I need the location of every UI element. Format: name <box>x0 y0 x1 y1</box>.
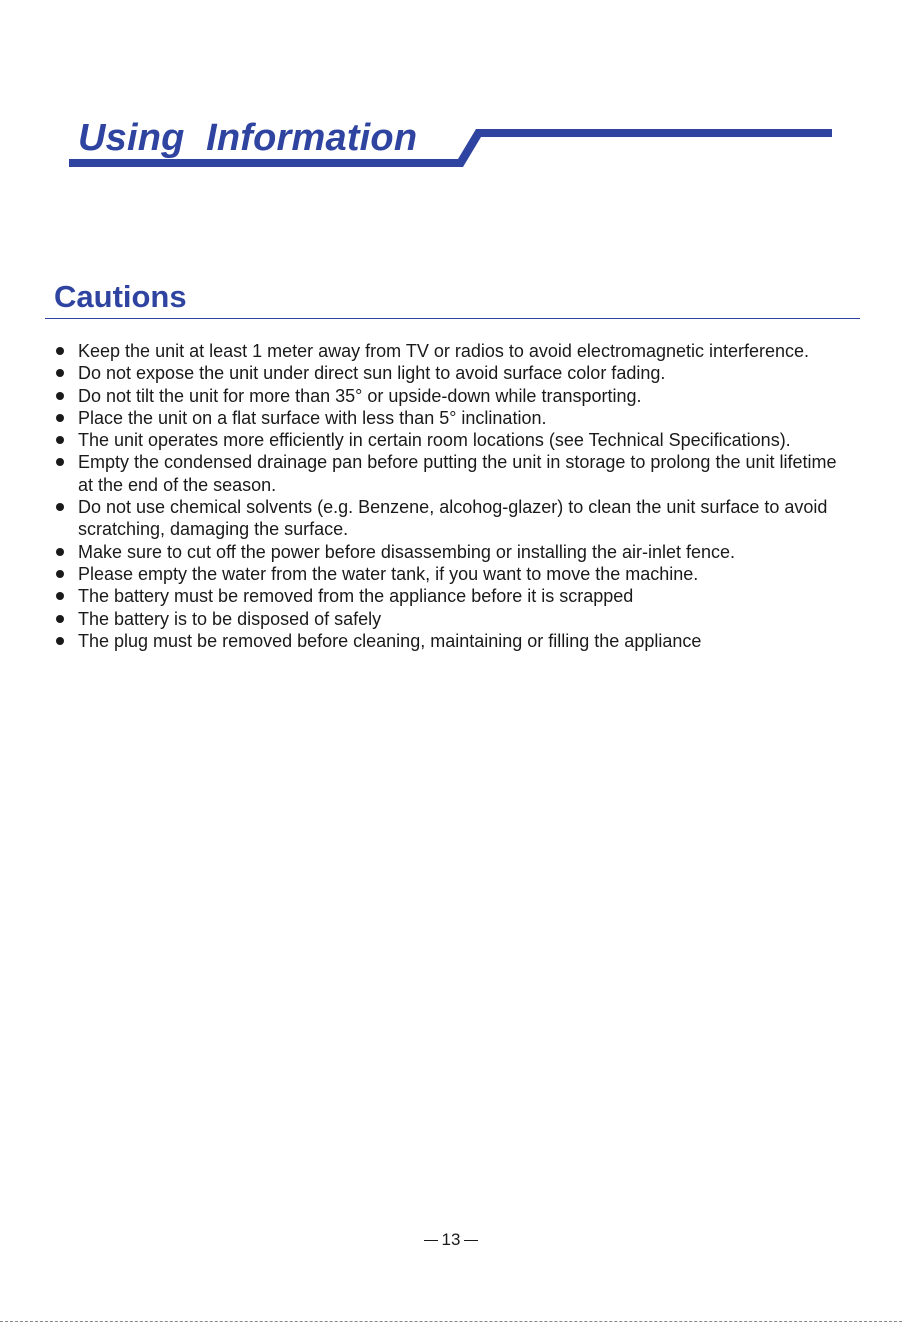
section-title: Cautions <box>54 279 187 314</box>
cautions-list <box>54 340 844 652</box>
dash-right <box>464 1240 478 1241</box>
caution-text: The unit operates more efficiently in certain room locations (see Technical Specifications). <box>78 430 791 451</box>
list-item <box>54 541 844 563</box>
bullet-icon <box>56 548 64 556</box>
bullet-icon <box>56 458 64 466</box>
bullet-icon <box>56 414 64 422</box>
list-item <box>54 362 844 384</box>
list-item <box>54 563 844 585</box>
bullet-icon <box>56 570 64 578</box>
bullet-icon <box>56 347 64 355</box>
bullet-icon <box>56 503 64 511</box>
page-number-text: 13 <box>441 1230 461 1249</box>
bullet-icon <box>56 637 64 645</box>
bullet-icon <box>56 615 64 623</box>
page-number <box>0 1230 902 1250</box>
header-decoration <box>0 0 902 200</box>
caution-text: Place the unit on a flat surface with less than 5° inclination. <box>78 407 547 428</box>
list-item <box>54 340 844 362</box>
caution-text: Do not expose the unit under direct sun light to avoid surface color fading. <box>78 363 666 384</box>
list-item <box>54 496 844 541</box>
caution-text: Empty the condensed drainage pan before putting the unit in storage to prolong the unit lifetime at the end of the season. <box>78 452 837 495</box>
page-bottom-border <box>0 1321 902 1322</box>
bullet-icon <box>56 369 64 377</box>
caution-text: Make sure to cut off the power before disassembing or installing the air-inlet fence. <box>78 541 736 562</box>
list-item <box>54 385 844 407</box>
list-item <box>54 585 844 607</box>
bullet-icon <box>56 392 64 400</box>
caution-text: Do not use chemical solvents (e.g. Benzene, alcohog-glazer) to clean the unit surface to avoid scratching, damaging the surface. <box>78 497 828 540</box>
dash-left <box>424 1240 438 1241</box>
page-title: Using Information <box>78 117 418 159</box>
list-item <box>54 451 844 496</box>
bullet-icon <box>56 592 64 600</box>
caution-text: Do not tilt the unit for more than 35° or upside-down while transporting. <box>78 385 642 406</box>
list-item <box>54 608 844 630</box>
caution-text: The plug must be removed before cleaning, maintaining or filling the appliance <box>78 630 702 651</box>
caution-text: Keep the unit at least 1 meter away from TV or radios to avoid electromagnetic interference. <box>78 341 810 361</box>
page-header <box>0 0 902 200</box>
caution-text: Please empty the water from the water tank, if you want to move the machine. <box>78 563 699 584</box>
list-item <box>54 630 844 652</box>
list-item <box>54 429 844 451</box>
caution-text: The battery must be removed from the appliance before it is scrapped <box>78 586 634 607</box>
section-divider <box>45 318 860 319</box>
bullet-icon <box>56 436 64 444</box>
caution-text: The battery is to be disposed of safely <box>78 608 382 629</box>
list-item <box>54 407 844 429</box>
